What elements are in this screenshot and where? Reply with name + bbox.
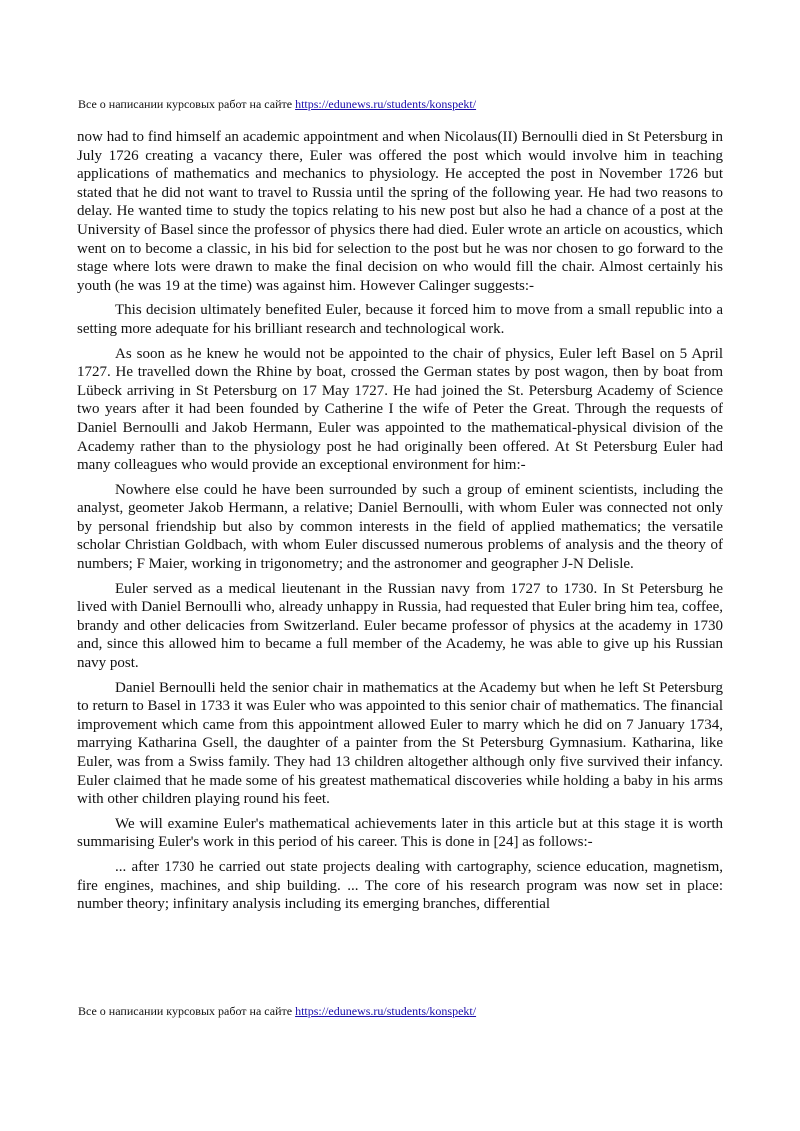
header-link[interactable]: https://edunews.ru/students/konspekt/ [295,97,477,111]
paragraph-5: Euler served as a medical lieutenant in the Russian navy from 1727 to 1730. In St Petersburg he lived with Daniel Bernoulli who, already unhappy in Russia, had requested that Euler bring him tea, coffee, brandy and other delicacies from Switzerland. Euler became professor of physics at the academy in 1730 and, since this allowed him to became a full member of the Academy, he was able to give up his Russian navy post. [77,580,723,672]
page-header [78,97,738,111]
footer-link[interactable]: https://edunews.ru/students/konspekt/ [295,1004,477,1018]
page-footer [78,1004,738,1018]
paragraph-1: now had to find himself an academic appointment and when Nicolaus(II) Bernoulli died in St Petersburg in July 1726 creating a vacancy there, Euler was offered the post which would involve him in teaching applications of mathematics and mechanics to physiology. He accepted the post in November 1726 but stated that he did not want to travel to Russia until the spring of the following year. He had two reasons to delay. He wanted time to study the topics relating to his new post but also he had a chance of a post at the University of Basel since the professor of physics there had died. Euler wrote an article on acoustics, which went on to become a classic, in his bid for selection to the post but he was nor chosen to go forward to the stage where lots were drawn to make the final decision on who would fill the chair. Almost certainly his youth (he was 19 at the time) was against him. However Calinger suggests:- [77,129,723,294]
paragraph-6: Daniel Bernoulli held the senior chair in mathematics at the Academy but when he left St Petersburg to return to Basel in 1733 it was Euler who was appointed to this senior chair of mathematics. The financial improvement which came from this appointment allowed Euler to marry which he did on 7 January 1734, marrying Katharina Gsell, the daughter of a painter from the St Petersburg Gymnasium. Katharina, like Euler, was from a Swiss family. They had 13 children altogether although only five survived their infancy. Euler claimed that he made some of his greatest mathematical discoveries while holding a baby in his arms with other children playing round his feet. [77,679,723,808]
document-body [77,128,723,914]
paragraph-3: As soon as he knew he would not be appointed to the chair of physics, Euler left Basel on 5 April 1727. He travelled down the Rhine by boat, crossed the German states by post wagon, then by boat from Lübeck arriving in St Petersburg on 17 May 1727. He had joined the St. Petersburg Academy of Science two years after it had been founded by Catherine I the wife of Peter the Great. Through the requests of Daniel Bernoulli and Jakob Hermann, Euler was appointed to the mathematical-physical division of the Academy rather than to the physiology post he had originally been offered. At St Petersburg Euler had many colleagues who would provide an exceptional environment for him:- [77,345,723,474]
paragraph-8: ... after 1730 he carried out state projects dealing with cartography, science education, magnetism, fire engines, machines, and ship building. ... The core of his research program was now set in place: number theory; infinitary analysis including its emerging branches, differential [77,858,723,913]
header-text: Все о написании курсовых работ на сайте [78,97,296,111]
paragraph-7: We will examine Euler's mathematical achievements later in this article but at this stage it is worth summarising Euler's work in this period of his career. This is done in [24] as follows:- [77,815,723,851]
footer-text: Все о написании курсовых работ на сайте [78,1004,296,1018]
paragraph-4: Nowhere else could he have been surrounded by such a group of eminent scientists, including the analyst, geometer Jakob Hermann, a relative; Daniel Bernoulli, with whom Euler was connected not only by personal friendship but also by common interests in the field of applied mathematics; the versatile scholar Christian Goldbach, with whom Euler discussed numerous problems of analysis and the theory of numbers; F Maier, working in trigonometry; and the astronomer and geographer J-N Delisle. [77,481,723,573]
paragraph-2: This decision ultimately benefited Euler, because it forced him to move from a small republic into a setting more adequate for his brilliant research and technological work. [77,302,723,337]
